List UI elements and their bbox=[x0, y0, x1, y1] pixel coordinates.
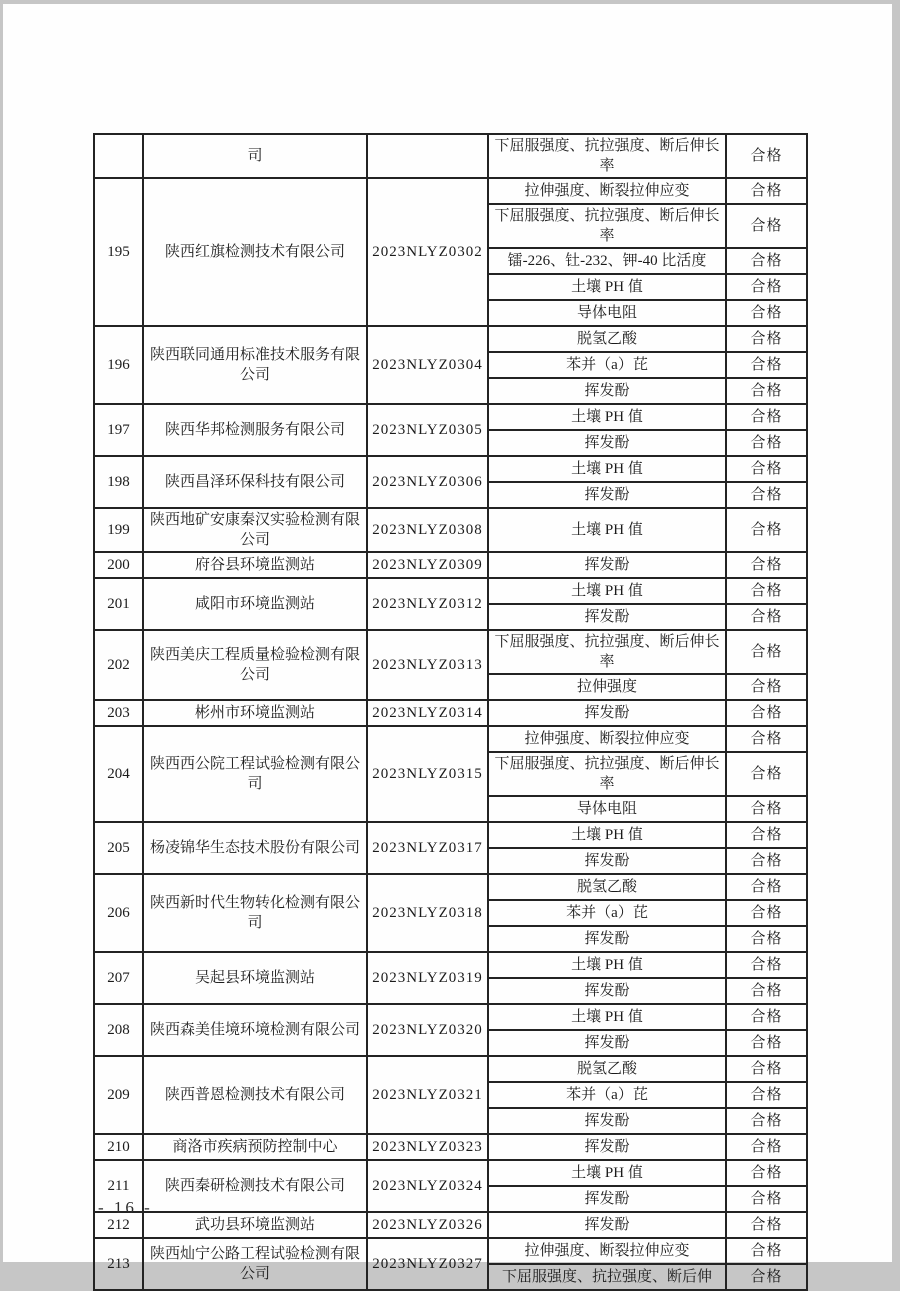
row-number-cell: 211 bbox=[94, 1160, 143, 1212]
table-row-208 bbox=[94, 1004, 807, 1030]
company-cell: 陕西新时代生物转化检测有限公司 bbox=[143, 874, 367, 952]
code-cell: 2023NLYZ0324 bbox=[367, 1160, 488, 1212]
result-cell: 合格 bbox=[726, 1264, 807, 1290]
company-cell: 陕西森美佳境环境检测有限公司 bbox=[143, 1004, 367, 1056]
test-item-cell: 拉伸强度、断裂拉伸应变 bbox=[488, 1238, 726, 1264]
result-cell: 合格 bbox=[726, 1134, 807, 1160]
test-item-cell: 土壤 PH 值 bbox=[488, 404, 726, 430]
results-table bbox=[93, 133, 808, 1291]
result-cell: 合格 bbox=[726, 134, 807, 178]
table-row-206 bbox=[94, 874, 807, 900]
test-item-cell: 挥发酚 bbox=[488, 1108, 726, 1134]
table-row-209 bbox=[94, 1056, 807, 1082]
test-item-cell: 挥发酚 bbox=[488, 1030, 726, 1056]
company-cell: 陕西华邦检测服务有限公司 bbox=[143, 404, 367, 456]
company-cell: 陕西美庆工程质量检验检测有限公司 bbox=[143, 630, 367, 700]
page-number: - 16 - bbox=[98, 1198, 153, 1218]
test-item-cell: 挥发酚 bbox=[488, 848, 726, 874]
row-number-cell: 196 bbox=[94, 326, 143, 404]
table-row-200 bbox=[94, 552, 807, 578]
test-item-cell: 土壤 PH 值 bbox=[488, 578, 726, 604]
table-row-203 bbox=[94, 700, 807, 726]
test-item-cell: 挥发酚 bbox=[488, 926, 726, 952]
result-cell: 合格 bbox=[726, 796, 807, 822]
table-row-197 bbox=[94, 404, 807, 430]
test-item-cell: 土壤 PH 值 bbox=[488, 1160, 726, 1186]
test-item-cell: 下屈服强度、抗拉强度、断后伸长率 bbox=[488, 630, 726, 674]
result-cell: 合格 bbox=[726, 248, 807, 274]
code-cell: 2023NLYZ0315 bbox=[367, 726, 488, 822]
table-row-205 bbox=[94, 822, 807, 848]
row-number-cell: 208 bbox=[94, 1004, 143, 1056]
result-cell: 合格 bbox=[726, 926, 807, 952]
test-item-cell: 挥发酚 bbox=[488, 482, 726, 508]
company-cell: 陕西秦研检测技术有限公司 bbox=[143, 1160, 367, 1212]
row-number-cell: 209 bbox=[94, 1056, 143, 1134]
result-cell: 合格 bbox=[726, 674, 807, 700]
test-item-cell: 苯并（a）芘 bbox=[488, 1082, 726, 1108]
result-cell: 合格 bbox=[726, 604, 807, 630]
row-number-cell: 207 bbox=[94, 952, 143, 1004]
company-cell: 杨凌锦华生态技术股份有限公司 bbox=[143, 822, 367, 874]
test-item-cell: 土壤 PH 值 bbox=[488, 822, 726, 848]
result-cell: 合格 bbox=[726, 1160, 807, 1186]
test-item-cell: 拉伸强度 bbox=[488, 674, 726, 700]
result-cell: 合格 bbox=[726, 1082, 807, 1108]
result-cell: 合格 bbox=[726, 378, 807, 404]
test-item-cell: 挥发酚 bbox=[488, 700, 726, 726]
result-cell: 合格 bbox=[726, 274, 807, 300]
test-item-cell: 苯并（a）芘 bbox=[488, 352, 726, 378]
code-cell: 2023NLYZ0321 bbox=[367, 1056, 488, 1134]
row-number-cell: 195 bbox=[94, 178, 143, 326]
test-item-cell: 土壤 PH 值 bbox=[488, 1004, 726, 1030]
row-number-cell: 205 bbox=[94, 822, 143, 874]
row-number-cell: 202 bbox=[94, 630, 143, 700]
result-cell: 合格 bbox=[726, 204, 807, 248]
code-cell: 2023NLYZ0314 bbox=[367, 700, 488, 726]
company-cell: 吴起县环境监测站 bbox=[143, 952, 367, 1004]
result-cell: 合格 bbox=[726, 1030, 807, 1056]
test-item-cell: 苯并（a）芘 bbox=[488, 900, 726, 926]
result-cell: 合格 bbox=[726, 1238, 807, 1264]
company-cell: 陕西普恩检测技术有限公司 bbox=[143, 1056, 367, 1134]
result-cell: 合格 bbox=[726, 430, 807, 456]
test-item-cell: 下屈服强度、抗拉强度、断后伸长率 bbox=[488, 204, 726, 248]
result-cell: 合格 bbox=[726, 700, 807, 726]
table-row-207 bbox=[94, 952, 807, 978]
company-cell: 陕西红旗检测技术有限公司 bbox=[143, 178, 367, 326]
result-cell: 合格 bbox=[726, 848, 807, 874]
test-item-cell: 拉伸强度、断裂拉伸应变 bbox=[488, 178, 726, 204]
test-item-cell: 挥发酚 bbox=[488, 1212, 726, 1238]
company-cell: 府谷县环境监测站 bbox=[143, 552, 367, 578]
result-cell: 合格 bbox=[726, 1004, 807, 1030]
table-row-196 bbox=[94, 326, 807, 352]
test-item-cell: 挥发酚 bbox=[488, 978, 726, 1004]
row-number-cell: 212 bbox=[94, 1212, 143, 1238]
result-cell: 合格 bbox=[726, 456, 807, 482]
result-cell: 合格 bbox=[726, 630, 807, 674]
table-row-210 bbox=[94, 1134, 807, 1160]
result-cell: 合格 bbox=[726, 326, 807, 352]
company-cell: 商洛市疾病预防控制中心 bbox=[143, 1134, 367, 1160]
table-row-continuation bbox=[94, 134, 807, 178]
test-item-cell: 挥发酚 bbox=[488, 1186, 726, 1212]
result-cell: 合格 bbox=[726, 178, 807, 204]
code-cell: 2023NLYZ0319 bbox=[367, 952, 488, 1004]
test-item-cell: 挥发酚 bbox=[488, 378, 726, 404]
table-row-204 bbox=[94, 726, 807, 752]
test-item-cell: 导体电阻 bbox=[488, 796, 726, 822]
row-number-cell: 204 bbox=[94, 726, 143, 822]
company-cell: 陕西灿宁公路工程试验检测有限公司 bbox=[143, 1238, 367, 1290]
test-item-cell: 拉伸强度、断裂拉伸应变 bbox=[488, 726, 726, 752]
result-cell: 合格 bbox=[726, 482, 807, 508]
result-cell: 合格 bbox=[726, 1212, 807, 1238]
result-cell: 合格 bbox=[726, 874, 807, 900]
test-item-cell: 挥发酚 bbox=[488, 1134, 726, 1160]
test-item-cell: 脱氢乙酸 bbox=[488, 874, 726, 900]
results-table-container bbox=[93, 133, 806, 1291]
code-cell: 2023NLYZ0320 bbox=[367, 1004, 488, 1056]
code-cell: 2023NLYZ0326 bbox=[367, 1212, 488, 1238]
table-row-212 bbox=[94, 1212, 807, 1238]
result-cell: 合格 bbox=[726, 752, 807, 796]
table-row-198 bbox=[94, 456, 807, 482]
company-cell: 彬州市环境监测站 bbox=[143, 700, 367, 726]
test-item-cell: 下屈服强度、抗拉强度、断后伸长率 bbox=[488, 752, 726, 796]
row-number-cell: 200 bbox=[94, 552, 143, 578]
result-cell: 合格 bbox=[726, 1056, 807, 1082]
result-cell: 合格 bbox=[726, 508, 807, 552]
code-cell: 2023NLYZ0317 bbox=[367, 822, 488, 874]
result-cell: 合格 bbox=[726, 900, 807, 926]
table-row-199 bbox=[94, 508, 807, 552]
test-item-cell: 挥发酚 bbox=[488, 430, 726, 456]
row-number-cell: 213 bbox=[94, 1238, 143, 1290]
test-item-cell: 下屈服强度、抗拉强度、断后伸 bbox=[488, 1264, 726, 1290]
test-item-cell: 土壤 PH 值 bbox=[488, 456, 726, 482]
row-number-cell: 201 bbox=[94, 578, 143, 630]
test-item-cell: 土壤 PH 值 bbox=[488, 952, 726, 978]
code-cell: 2023NLYZ0312 bbox=[367, 578, 488, 630]
code-cell: 2023NLYZ0308 bbox=[367, 508, 488, 552]
test-item-cell: 挥发酚 bbox=[488, 552, 726, 578]
code-cell: 2023NLYZ0313 bbox=[367, 630, 488, 700]
code-cell: 2023NLYZ0309 bbox=[367, 552, 488, 578]
result-cell: 合格 bbox=[726, 552, 807, 578]
row-number-cell: 210 bbox=[94, 1134, 143, 1160]
row-number-cell: 199 bbox=[94, 508, 143, 552]
result-cell: 合格 bbox=[726, 1108, 807, 1134]
result-cell: 合格 bbox=[726, 404, 807, 430]
result-cell: 合格 bbox=[726, 978, 807, 1004]
table-row-213 bbox=[94, 1238, 807, 1264]
test-item-cell: 镭-226、钍-232、钾-40 比活度 bbox=[488, 248, 726, 274]
code-cell: 2023NLYZ0323 bbox=[367, 1134, 488, 1160]
results-table-body bbox=[94, 134, 807, 1290]
result-cell: 合格 bbox=[726, 1186, 807, 1212]
test-item-cell: 脱氢乙酸 bbox=[488, 1056, 726, 1082]
result-cell: 合格 bbox=[726, 726, 807, 752]
code-cell: 2023NLYZ0304 bbox=[367, 326, 488, 404]
result-cell: 合格 bbox=[726, 352, 807, 378]
table-row-195 bbox=[94, 178, 807, 204]
company-cell: 陕西联同通用标准技术服务有限公司 bbox=[143, 326, 367, 404]
result-cell: 合格 bbox=[726, 300, 807, 326]
company-cell: 咸阳市环境监测站 bbox=[143, 578, 367, 630]
row-number-cell: 198 bbox=[94, 456, 143, 508]
code-cell: 2023NLYZ0305 bbox=[367, 404, 488, 456]
code-cell bbox=[367, 134, 488, 178]
code-cell: 2023NLYZ0302 bbox=[367, 178, 488, 326]
company-cell: 武功县环境监测站 bbox=[143, 1212, 367, 1238]
test-item-cell: 挥发酚 bbox=[488, 604, 726, 630]
code-cell: 2023NLYZ0318 bbox=[367, 874, 488, 952]
test-item-cell: 土壤 PH 值 bbox=[488, 274, 726, 300]
code-cell: 2023NLYZ0327 bbox=[367, 1238, 488, 1290]
company-cell: 陕西西公院工程试验检测有限公司 bbox=[143, 726, 367, 822]
result-cell: 合格 bbox=[726, 578, 807, 604]
row-number-cell: 197 bbox=[94, 404, 143, 456]
test-item-cell: 导体电阻 bbox=[488, 300, 726, 326]
row-number-cell: 206 bbox=[94, 874, 143, 952]
result-cell: 合格 bbox=[726, 822, 807, 848]
document-page bbox=[3, 4, 892, 1262]
table-row-202 bbox=[94, 630, 807, 674]
company-cell: 陕西地矿安康秦汉实验检测有限公司 bbox=[143, 508, 367, 552]
row-number-cell bbox=[94, 134, 143, 178]
result-cell: 合格 bbox=[726, 952, 807, 978]
code-cell: 2023NLYZ0306 bbox=[367, 456, 488, 508]
company-cell: 陕西昌泽环保科技有限公司 bbox=[143, 456, 367, 508]
table-row-211 bbox=[94, 1160, 807, 1186]
test-item-cell: 土壤 PH 值 bbox=[488, 508, 726, 552]
row-number-cell: 203 bbox=[94, 700, 143, 726]
test-item-cell: 脱氢乙酸 bbox=[488, 326, 726, 352]
company-cell: 司 bbox=[143, 134, 367, 178]
table-row-201 bbox=[94, 578, 807, 604]
test-item-cell: 下屈服强度、抗拉强度、断后伸长率 bbox=[488, 134, 726, 178]
